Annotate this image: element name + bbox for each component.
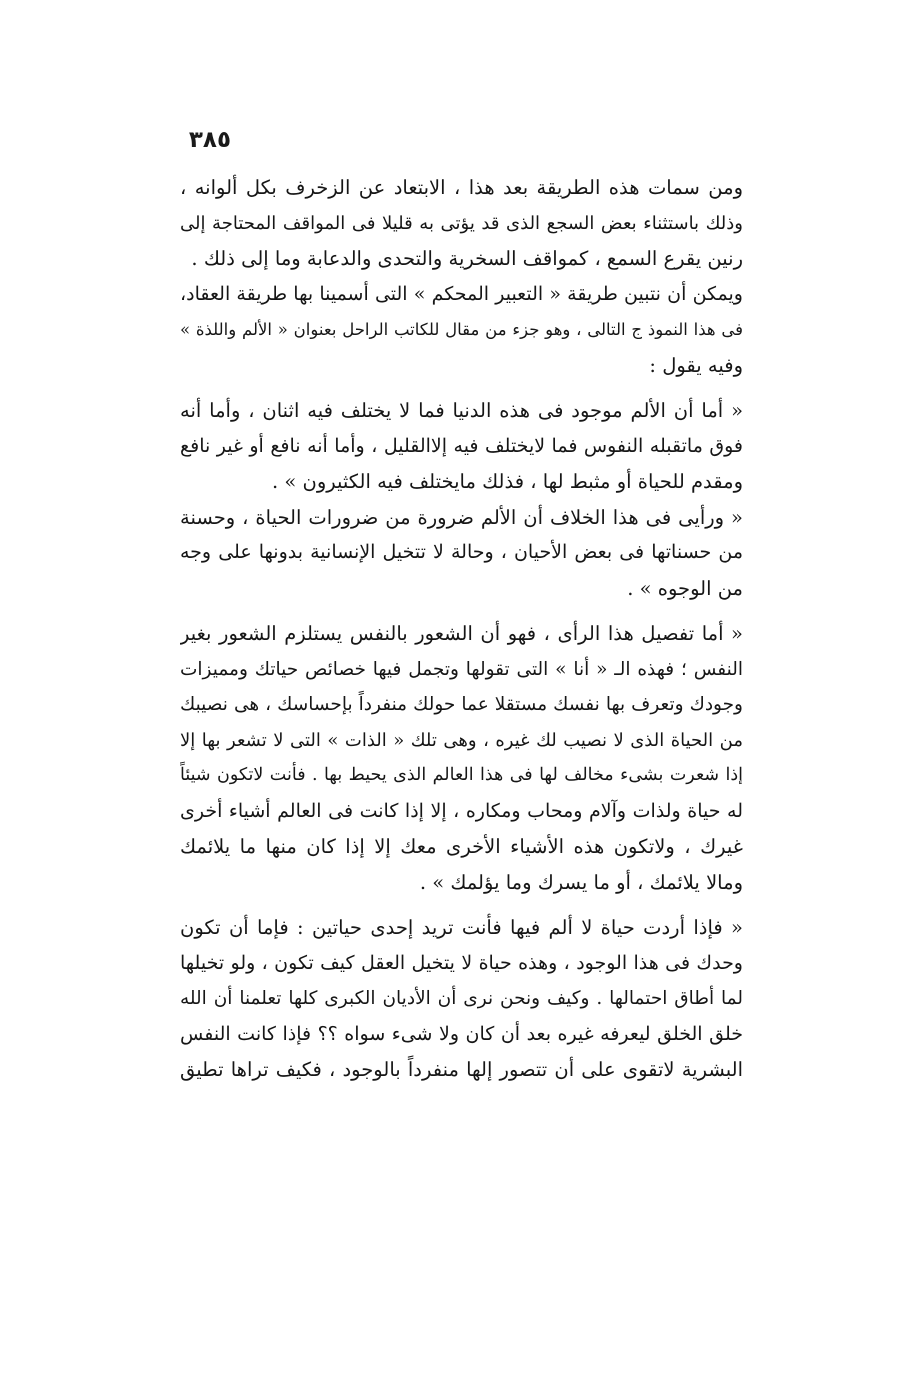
quote-paragraph-3 (180, 616, 743, 900)
text-line: غيرك ، ولاتكون هذه الأشياء الأخرى معك إلا إذا كان منها ما يلائمك (180, 835, 743, 858)
quote-paragraph-1 (180, 393, 743, 500)
text-line: من حسناتها فى بعض الأحيان ، وحالة لا تتخيل الإنسانية بدونها على وجه (180, 541, 743, 563)
text-line: وفيه يقول : (649, 353, 743, 377)
text-line: النفس ؛ فهذه الـ « أنا » التى تقولها وتجمل فيها خصائص حياتك ومميزات (180, 658, 743, 680)
text-line: خلق الخلق ليعرفه غيره بعد أن كان ولا شىء سواه ؟؟ فإذا كانت النفس (180, 1022, 743, 1045)
page-body (180, 170, 743, 1088)
quote-paragraph-4 (180, 910, 743, 1088)
text-line: وجودك وتعرف بها نفسك مستقلا عما حولك منفرداً بإحساسك ، هى نصيبك (180, 694, 743, 715)
paragraph-1 (180, 170, 743, 277)
text-line: البشرية لاتقوى على أن تتصور إلها منفرداً بالوجود ، فكيف تراها تطيق (180, 1058, 743, 1081)
text-line: « فإذا أردت حياة لا ألم فيها فأنت تريد إحدى حياتين : فإما أن تكون (180, 916, 743, 939)
text-line: إذا شعرت بشىء مخالف لها فى هذا العالم الذى يحيط بها . فأنت لاتكون شيئاً (180, 765, 743, 785)
text-line: ومقدم للحياة أو مثبط لها ، فذلك مايختلف فيه الكثيرون » . (271, 470, 743, 493)
text-line: « أما أن الألم موجود فى هذه الدنيا فما لا يختلف فيه اثنان ، وأما أنه (180, 399, 743, 422)
text-line: من الوجوه » . (627, 576, 743, 600)
text-line: « ورأيى فى هذا الخلاف أن الألم ضرورة من ضرورات الحياة ، وحسنة (180, 505, 743, 529)
text-line: لما أطاق احتمالها . وكيف ونحن نرى أن الأديان الكبرى كلها تعلمنا أن الله (180, 988, 743, 1009)
text-line: ويمكن أن نتبين طريقة « التعبير المحكم » التى أسمينا بها طريقة العقاد، (180, 282, 743, 305)
paragraph-2 (180, 277, 743, 384)
text-line: رنين يقرع السمع ، كمواقف السخرية والتحدى والدعابة وما إلى ذلك . (191, 247, 743, 270)
quote-paragraph-2 (180, 500, 743, 607)
text-line: « أما تفصيل هذا الرأى ، فهو أن الشعور بالنفس يستلزم الشعور بغير (180, 622, 743, 645)
text-line: وحدك فى هذا الوجود ، وهذه حياة لا يتخيل العقل كيف تكون ، ولو تخيلها (180, 951, 743, 974)
text-line: ومالا يلائمك ، أو ما يسرك وما يؤلمك » . (419, 870, 743, 894)
text-line: وذلك باستثناء بعض السجع الذى قد يؤتى به قليلا فى المواقف المحتاجة إلى (180, 212, 743, 234)
page-number: ٣٨٥ (188, 127, 231, 153)
text-line: ومن سمات هذه الطريقة بعد هذا ، الابتعاد عن الزخرف بكل ألوانه ، (180, 176, 743, 199)
text-line: فوق ماتقبله النفوس فما لايختلف فيه إلاالقليل ، وأما أنه نافع أو غير نافع (180, 434, 743, 457)
text-line: من الحياة الذى لا نصيب لك غيره ، وهى تلك « الذات » التى لا تشعر بها إلا (180, 729, 743, 751)
text-line: له حياة ولذات وآلام ومحاب ومكاره ، إلا إذا كانت فى العالم أشياء أخرى (180, 799, 743, 822)
text-line: فى هذا النموذ ج التالى ، وهو جزء من مقال للكاتب الراحل بعنوان « الألم واللذة » (180, 320, 743, 339)
